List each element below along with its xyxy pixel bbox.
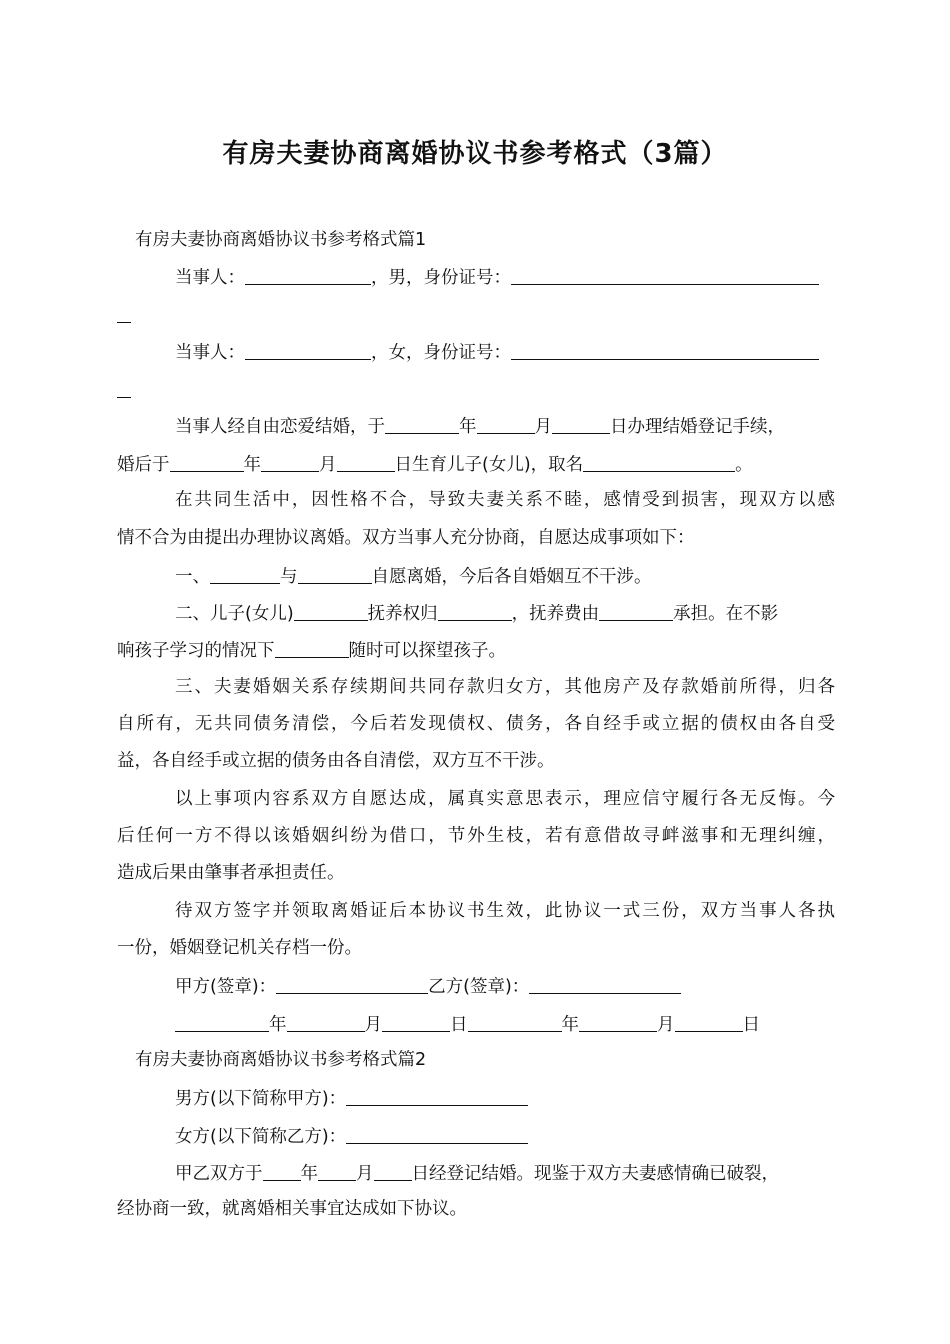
item-2-line-2 xyxy=(117,637,506,663)
text-run: 年 xyxy=(561,1015,579,1035)
text-run: 年 xyxy=(269,1015,287,1035)
blank xyxy=(175,1013,269,1032)
paragraph-4-line-1: 待双方签字并领取离婚证后本协议书生效，此协议一式三份，双方当事人各执 xyxy=(175,901,835,921)
blank xyxy=(599,602,673,621)
female-party-blank xyxy=(346,1125,528,1144)
party-1-line xyxy=(175,264,819,290)
party-2-line xyxy=(175,339,819,365)
blank xyxy=(210,565,280,584)
party-b-signature-blank xyxy=(529,975,681,994)
blank xyxy=(263,1162,301,1181)
male-party-blank xyxy=(346,1087,528,1106)
paragraph-4-line-2: 一份，婚姻登记机关存档一份。 xyxy=(117,938,362,958)
date-line xyxy=(175,1011,760,1037)
party-2-id-blank xyxy=(511,341,819,360)
text-run: 自愿离婚，今后各自婚姻互不干涉。 xyxy=(371,567,652,587)
party-b-signature-label: 乙方(签章)： xyxy=(428,977,530,997)
marriage-line-2 xyxy=(117,451,753,477)
blank xyxy=(382,1013,450,1032)
blank xyxy=(337,453,395,472)
party-a-signature-blank xyxy=(276,975,428,994)
party-1-name-blank xyxy=(245,266,371,285)
document-title: 有房夫妻协商离婚协议书参考格式（3篇） xyxy=(222,139,728,169)
item-3-line-2: 自所有，无共同债务清偿，今后若发现债权、债务，各自经手或立据的债权由各自受 xyxy=(117,714,835,734)
text-run: ，抚养费由 xyxy=(511,604,600,624)
text-run: 婚后于 xyxy=(117,455,170,475)
blank xyxy=(170,453,244,472)
blank xyxy=(374,1162,412,1181)
female-party-line xyxy=(175,1123,528,1149)
blank xyxy=(318,1162,356,1181)
party-a-signature-label: 甲方(签章)： xyxy=(175,977,277,997)
party-1-id-blank xyxy=(511,266,819,285)
text-run: 当事人经自由恋爱结婚，于 xyxy=(175,417,385,437)
text-run: 日生育儿子(女儿)，取名 xyxy=(394,455,584,475)
blank xyxy=(298,565,372,584)
item-1 xyxy=(175,563,652,589)
paragraph-3-line-3: 造成后果由肇事者承担责任。 xyxy=(117,863,345,883)
blank xyxy=(438,602,512,621)
party-1-label: 当事人： xyxy=(175,268,245,288)
party-1-gender-id: ，男，身份证号： xyxy=(371,268,511,288)
item-3-line-3: 益，各自经手或立据的债务由各自清偿，双方互不干涉。 xyxy=(117,751,555,771)
blank xyxy=(385,415,459,434)
paragraph-2-line-1: 在共同生活中，因性格不合，导致夫妻关系不睦，感情受到损害，现双方以感 xyxy=(175,490,835,510)
party-2-id-continuation xyxy=(117,377,131,403)
paragraph-3-line-2: 后任何一方不得以该婚姻纠纷为借口，节外生枝，若有意借故寻衅滋事和无理纠缠， xyxy=(117,826,835,846)
section-2-heading: 有房夫妻协商离婚协议书参考格式篇2 xyxy=(135,1050,427,1070)
text-run: 抚养权归 xyxy=(367,604,438,624)
party-2-label: 当事人： xyxy=(175,343,245,363)
text-run: 二、儿子(女儿) xyxy=(175,604,294,624)
blank xyxy=(579,1013,657,1032)
text-run: 。 xyxy=(735,455,753,475)
text-run: 日 xyxy=(742,1015,760,1035)
text-run: 日办理结婚登记手续， xyxy=(610,417,785,437)
blank xyxy=(287,1013,365,1032)
paragraph-2-line-2: 情不合为由提出办理协议离婚。双方当事人充分协商，自愿达成事项如下： xyxy=(117,528,695,548)
section-1-heading: 有房夫妻协商离婚协议书参考格式篇1 xyxy=(135,230,427,250)
text-run: 月 xyxy=(364,1015,382,1035)
text-run: 月 xyxy=(534,417,552,437)
blank xyxy=(275,639,349,658)
marriage-line-1 xyxy=(175,413,785,439)
text-run: 年 xyxy=(459,417,477,437)
blank xyxy=(552,415,610,434)
section-2-paragraph-line-2: 经协商一致，就离婚相关事宜达成如下协议。 xyxy=(117,1199,467,1219)
text-run: 年 xyxy=(243,455,261,475)
male-party-line xyxy=(175,1085,528,1111)
text-run: 月 xyxy=(356,1164,374,1184)
section-2-paragraph-line-1 xyxy=(175,1160,779,1186)
text-run: 随时可以探望孩子。 xyxy=(348,641,506,661)
female-party-label: 女方(以下简称乙方)： xyxy=(175,1127,347,1147)
text-run: 一、 xyxy=(175,567,210,587)
item-3-line-1: 三、夫妻婚姻关系存续期间共同存款归女方，其他房产及存款婚前所得，归各 xyxy=(175,677,835,697)
text-run: 日 xyxy=(450,1015,468,1035)
blank xyxy=(477,415,535,434)
party-2-name-blank xyxy=(245,341,371,360)
party-1-id-continuation xyxy=(117,302,131,328)
text-run: 月 xyxy=(319,455,337,475)
text-run: 日经登记结婚。现鉴于双方夫妻感情确已破裂， xyxy=(411,1164,779,1184)
child-name-blank xyxy=(583,453,735,472)
text-run: 承担。在不影 xyxy=(673,604,779,624)
item-2-line-1 xyxy=(175,600,778,626)
blank xyxy=(261,453,319,472)
text-run: 甲乙双方于 xyxy=(175,1164,263,1184)
blank xyxy=(468,1013,562,1032)
text-run: 年 xyxy=(300,1164,318,1184)
text-run: 响孩子学习的情况下 xyxy=(117,641,275,661)
party-2-gender-id: ，女，身份证号： xyxy=(371,343,511,363)
signature-line xyxy=(175,973,681,999)
blank xyxy=(675,1013,743,1032)
text-run: 月 xyxy=(657,1015,675,1035)
text-run: 与 xyxy=(280,567,298,587)
paragraph-3-line-1: 以上事项内容系双方自愿达成，属真实意思表示，理应信守履行各无反悔。今 xyxy=(175,789,835,809)
male-party-label: 男方(以下简称甲方)： xyxy=(175,1089,347,1109)
blank xyxy=(294,602,368,621)
